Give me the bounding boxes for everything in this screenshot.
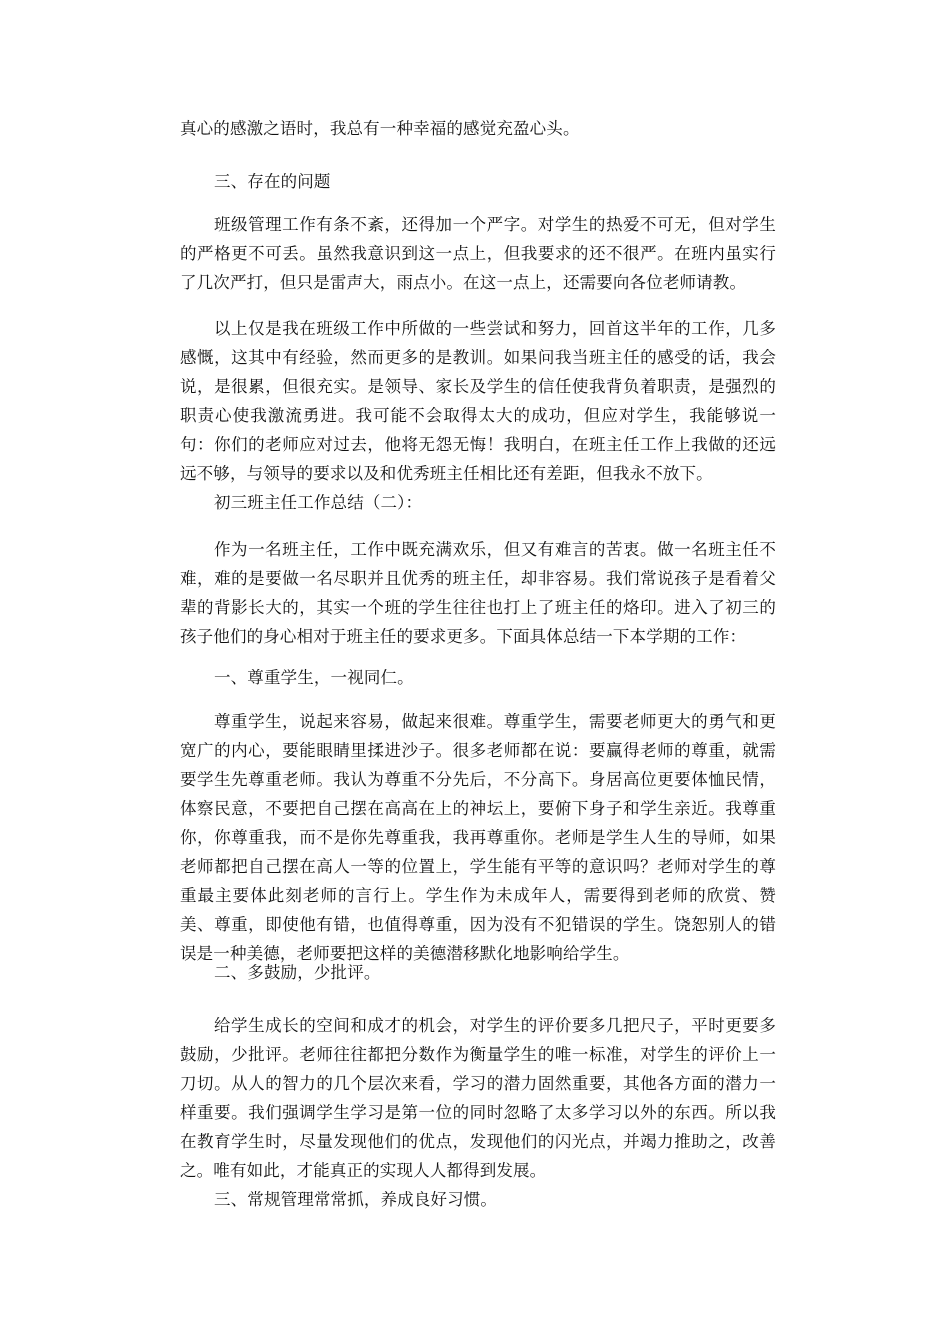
paragraph-respect: 尊重学生，说起来容易，做起来很难。尊重学生，需要老师更大的勇气和更宽广的内心，要能眼睛里揉进沙子。很多老师都在说：要赢得老师的尊重，就需要学生先尊重老师。我认为尊重不分先后，不分高下。身居高位更要体恤民情，体察民意，不要把自己摆在高高在上的神坛上，要俯下身子和学生亲近。我尊重你，你尊重我，而不是你先尊重我，我再尊重你。老师是学生人生的导师，如果老师都把自己摆在高人一等的位置上，学生能有平等的意识吗？老师对学生的尊重最主要体此刻老师的言行上。学生作为未成年人，需要得到老师的欣赏、赞美、尊重，即使他有错，也值得尊重，因为没有不犯错误的学生。饶恕别人的错误是一种美德，老师要把这样的美德潜移默化地影响给学生。 bbox=[180, 712, 776, 963]
paragraph-conclusion: 以上仅是我在班级工作中所做的一些尝试和努力，回首这半年的工作，几多感慨，这其中有经验，然而更多的是教训。如果问我当班主任的感受的话，我会说，是很累，但很充实。是领导、家长及学生的信任使我背负着职责，是强烈的职责心使我激流勇进。我可能不会取得太大的成功，但应对学生，我能够说一句：你们的老师应对过去，他将无怨无悔！我明白，在班主任工作上我做的还远远不够，与领导的要求以及和优秀班主任相比还有差距，但我永不放下。 bbox=[180, 319, 776, 483]
section-heading-problems: 三、存在的问题 bbox=[214, 172, 331, 191]
paragraph-intro: 作为一名班主任，工作中既充满欢乐，但又有难言的苦衷。做一名班主任不难，难的是要做一名尽职并且优秀的班主任，却非容易。我们常说孩子是看着父辈的背影长大的，其实一个班的学生往往也打上了班主任的烙印。进入了初三的孩子他们的身心相对于班主任的要求更多。下面具体总结一下本学期的工作： bbox=[180, 540, 776, 646]
section-heading-respect: 一、尊重学生，一视同仁。 bbox=[214, 668, 414, 687]
section-heading-routine: 三、常规管理常常抓，养成良好习惯。 bbox=[214, 1190, 498, 1209]
paragraph-continuation: 真心的感激之语时，我总有一种幸福的感觉充盈心头。 bbox=[180, 119, 580, 138]
section-heading-encourage: 二、多鼓励，少批评。 bbox=[214, 963, 381, 982]
document-subtitle: 初三班主任工作总结（二）： bbox=[214, 493, 423, 512]
paragraph-encourage: 给学生成长的空间和成才的机会，对学生的评价要多几把尺子，平时更要多鼓励，少批评。老师往往都把分数作为衡量学生的唯一标准，对学生的评价上一刀切。从人的智力的几个层次来看，学习的潜力固然重要，其他各方面的潜力一样重要。我们强调学生学习是第一位的同时忽略了太多学习以外的东西。所以我在教育学生时，尽量发现他们的优点，发现他们的闪光点，并竭力推助之，改善之。唯有如此，才能真正的实现人人都得到发展。 bbox=[180, 1016, 776, 1180]
paragraph-problems: 班级管理工作有条不紊，还得加一个严字。对学生的热爱不可无，但对学生的严格更不可丢。虽然我意识到这一点上，但我要求的还不很严。在班内虽实行了几次严打，但只是雷声大，雨点小。在这一点上，还需要向各位老师请教。 bbox=[180, 215, 776, 292]
